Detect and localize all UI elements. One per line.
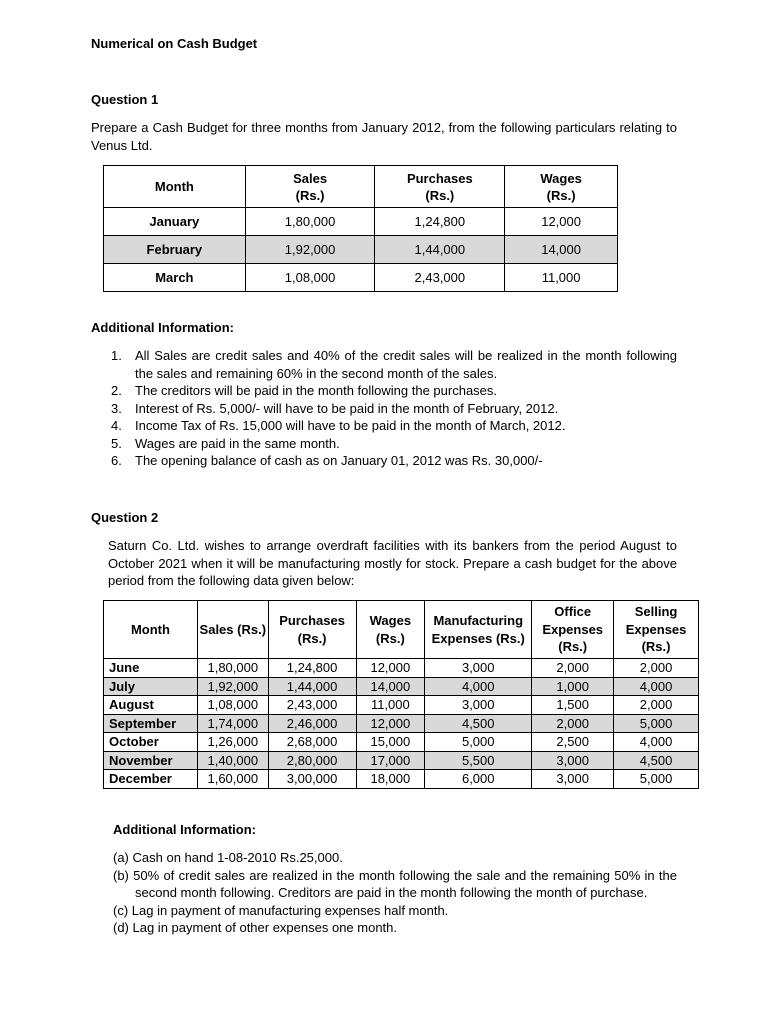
purchases-cell: 1,24,800 <box>268 659 356 678</box>
q1-heading: Question 1 <box>91 92 159 107</box>
selling-cell: 2,000 <box>614 696 699 715</box>
list-item: (b) 50% of credit sales are realized in the month following the sale and the remaining 50% in the second month following. Creditors are paid in the month following the month of purchase. <box>113 867 677 900</box>
month-cell: November <box>104 751 198 770</box>
q1-additional-list <box>111 347 677 470</box>
month-cell: March <box>104 264 246 292</box>
table-row <box>104 751 699 770</box>
list-item: (c) Lag in payment of manufacturing expenses half month. <box>113 902 449 918</box>
table-row <box>104 696 699 715</box>
q2-header-purchases: Purchases (Rs.) <box>268 601 356 659</box>
wages-cell: 12,000 <box>505 208 618 236</box>
wages-cell: 11,000 <box>356 696 425 715</box>
sales-cell: 1,80,000 <box>197 659 268 678</box>
q1-header-purchases: Purchases (Rs.) <box>375 166 505 208</box>
month-cell: July <box>104 677 198 696</box>
table-row <box>104 236 618 264</box>
q2-header-manufacturing: Manufacturing Expenses (Rs.) <box>425 601 532 659</box>
sales-cell: 1,08,000 <box>245 264 375 292</box>
purchases-cell: 2,68,000 <box>268 733 356 752</box>
list-item: 6. The opening balance of cash as on January 01, 2012 was Rs. 30,000/- <box>111 453 543 468</box>
q2-header-wages: Wages (Rs.) <box>356 601 425 659</box>
selling-cell: 5,000 <box>614 770 699 789</box>
manufacturing-cell: 5,000 <box>425 733 532 752</box>
purchases-cell: 2,80,000 <box>268 751 356 770</box>
purchases-cell: 2,46,000 <box>268 714 356 733</box>
q2-intro: Saturn Co. Ltd. wishes to arrange overdraft facilities with its bankers from the period August to October 2021 when it will be manufacturing mostly for stock. Prepare a cash budget for the above period from the following data given below: <box>108 538 677 588</box>
q1-header-month: Month <box>104 166 246 208</box>
q2-heading: Question 2 <box>91 510 159 525</box>
q2-header-month: Month <box>104 601 198 659</box>
office-cell: 1,500 <box>532 696 614 715</box>
manufacturing-cell: 4,500 <box>425 714 532 733</box>
manufacturing-cell: 3,000 <box>425 659 532 678</box>
page-title: Numerical on Cash Budget <box>91 36 258 51</box>
sales-cell: 1,80,000 <box>245 208 375 236</box>
wages-cell: 14,000 <box>505 236 618 264</box>
selling-cell: 4,000 <box>614 677 699 696</box>
month-cell: August <box>104 696 198 715</box>
wages-cell: 12,000 <box>356 659 425 678</box>
q2-header-office: Office Expenses (Rs.) <box>532 601 614 659</box>
office-cell: 1,000 <box>532 677 614 696</box>
manufacturing-cell: 6,000 <box>425 770 532 789</box>
q2-table-header <box>104 601 699 659</box>
purchases-cell: 2,43,000 <box>375 264 505 292</box>
list-item: 2. The creditors will be paid in the month following the purchases. <box>111 383 498 398</box>
sales-cell: 1,92,000 <box>245 236 375 264</box>
sales-cell: 1,60,000 <box>197 770 268 789</box>
purchases-cell: 2,43,000 <box>268 696 356 715</box>
q2-additional-heading: Additional Information: <box>113 822 256 837</box>
month-cell: February <box>104 236 246 264</box>
table-row <box>104 264 618 292</box>
office-cell: 3,000 <box>532 770 614 789</box>
wages-cell: 11,000 <box>505 264 618 292</box>
q1-table <box>103 165 618 292</box>
wages-cell: 12,000 <box>356 714 425 733</box>
selling-cell: 4,500 <box>614 751 699 770</box>
purchases-cell: 1,24,800 <box>375 208 505 236</box>
table-row <box>104 770 699 789</box>
office-cell: 2,500 <box>532 733 614 752</box>
month-cell: December <box>104 770 198 789</box>
q1-table-header <box>104 166 618 208</box>
wages-cell: 15,000 <box>356 733 425 752</box>
selling-cell: 4,000 <box>614 733 699 752</box>
list-item: (a) Cash on hand 1-08-2010 Rs.25,000. <box>113 850 343 865</box>
manufacturing-cell: 5,500 <box>425 751 532 770</box>
wages-cell: 18,000 <box>356 770 425 789</box>
month-cell: January <box>104 208 246 236</box>
table-row <box>104 659 699 678</box>
q2-table <box>103 600 699 789</box>
table-row <box>104 733 699 752</box>
sales-cell: 1,26,000 <box>197 733 268 752</box>
month-cell: June <box>104 659 198 678</box>
list-item: (d) Lag in payment of other expenses one month. <box>113 920 398 935</box>
list-item: 5. Wages are paid in the same month. <box>111 435 340 451</box>
purchases-cell: 3,00,000 <box>268 770 356 789</box>
list-item: 4. Income Tax of Rs. 15,000 will have to be paid in the month of March, 2012. <box>111 418 566 433</box>
q2-header-selling: Selling Expenses (Rs.) <box>614 601 699 659</box>
office-cell: 2,000 <box>532 659 614 678</box>
month-cell: September <box>104 714 198 733</box>
selling-cell: 2,000 <box>614 659 699 678</box>
table-row <box>104 714 699 733</box>
q1-header-wages: Wages (Rs.) <box>505 166 618 208</box>
sales-cell: 1,92,000 <box>197 677 268 696</box>
selling-cell: 5,000 <box>614 714 699 733</box>
wages-cell: 17,000 <box>356 751 425 770</box>
sales-cell: 1,74,000 <box>197 714 268 733</box>
table-row <box>104 208 618 236</box>
q1-header-sales: Sales (Rs.) <box>245 166 375 208</box>
sales-cell: 1,40,000 <box>197 751 268 770</box>
table-row <box>104 677 699 696</box>
office-cell: 3,000 <box>532 751 614 770</box>
purchases-cell: 1,44,000 <box>375 236 505 264</box>
list-item: 1. All Sales are credit sales and 40% of the credit sales will be realized in the month following the sales and remaining 60% in the second month of the sales. <box>111 348 677 381</box>
manufacturing-cell: 4,000 <box>425 677 532 696</box>
q1-additional-heading: Additional Information: <box>91 320 234 335</box>
q2-header-sales: Sales (Rs.) <box>197 601 268 659</box>
manufacturing-cell: 3,000 <box>425 696 532 715</box>
list-item: 3. Interest of Rs. 5,000/- will have to be paid in the month of February, 2012. <box>111 400 559 416</box>
month-cell: October <box>104 733 198 752</box>
wages-cell: 14,000 <box>356 677 425 696</box>
sales-cell: 1,08,000 <box>197 696 268 715</box>
purchases-cell: 1,44,000 <box>268 677 356 696</box>
q2-additional-list <box>113 849 677 937</box>
q1-intro: Prepare a Cash Budget for three months from January 2012, from the following particulars relating to Venus Ltd. <box>91 120 677 153</box>
office-cell: 2,000 <box>532 714 614 733</box>
